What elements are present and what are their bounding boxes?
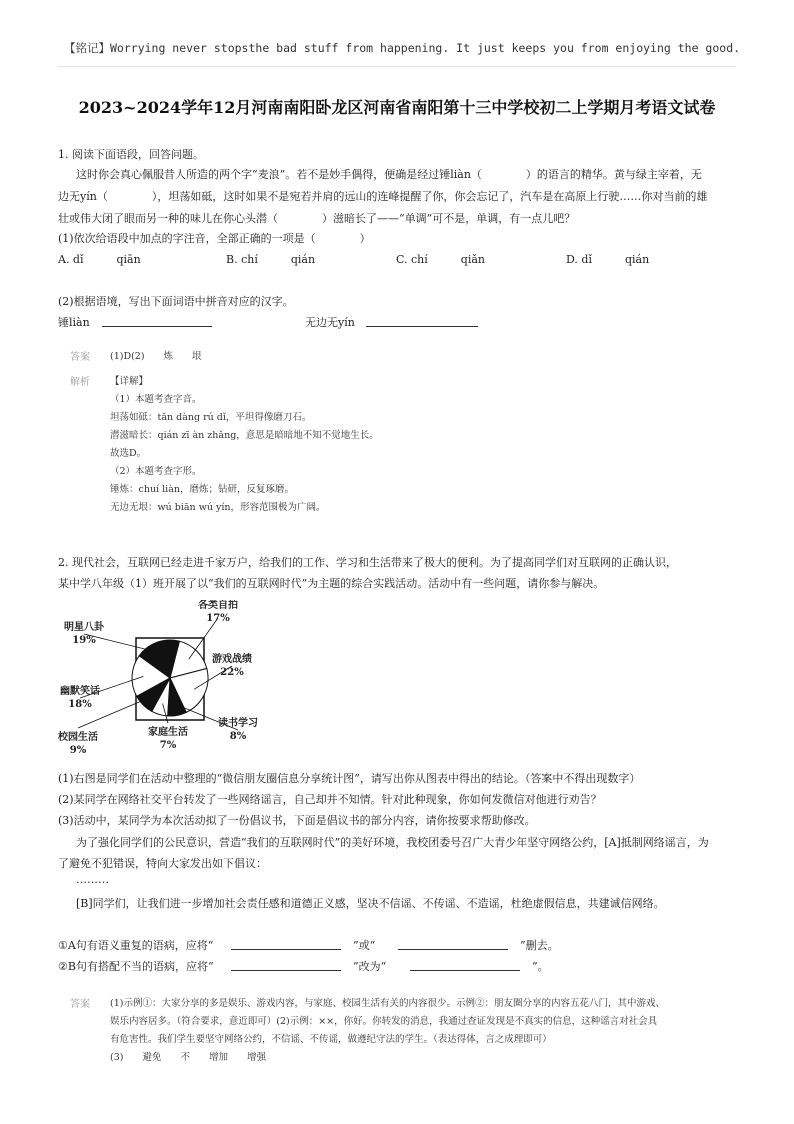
pie-category-label: 幽默笑话 [60,686,100,697]
q2-correction-2-suffix: ”。 [532,960,549,973]
pie-category-label: 明星八卦 [64,622,104,633]
q2-paragraph-line: 了避免不犯错误，特向大家发出如下倡议： [58,857,267,870]
pie-value-label: 9% [69,745,87,756]
q1-paragraph-line: 这时你会真心佩服昔人所造的两个字“麦浪”。若不是妙手偶得，便确是经过锤liàn（ ）的语言的精华。黄与绿主宰着，无 [76,168,702,181]
pie-value-label: 18% [68,699,92,710]
pie-value-label: 22% [220,667,244,678]
q1-paragraph-line: 壮或伟大闭了眼而另一种的味儿在你心头潜（ ）滋暗长了——“单调”可不是，单调，有一点儿吧？ [58,212,576,225]
q2-correction-2-blank-a[interactable] [231,970,341,971]
q1-fill-label-2: 无边无yín [305,316,355,329]
q1-fill-label-1: 锤liàn [58,316,90,329]
q2-correction-1-prefix: ①A句有语义重复的语病，应将“ [58,939,214,952]
q1-analysis-line: 【详解】 [110,376,149,387]
q2-sub1: (1)右图是同学们在活动中整理的“微信朋友圈信息分享统计图”，请写出你从图表中得出的结论。（答案中不得出现数字） [58,772,641,785]
q1-analysis-line: （2）本题考查字形。 [110,466,202,477]
q2-correction-2-middle: ”改为“ [353,960,387,973]
pie-category-label: 读书学习 [218,718,258,729]
q1-option-b: B. chí qián [226,253,316,266]
q1-sub2: (2)根据语境，写出下面词语中拼音对应的汉字。 [58,295,294,308]
q2-intro-line: 某中学八年级（1）班开展了以“我们的互联网时代”为主题的综合实践活动。活动中有一些问题，请你参与解决。 [58,577,605,590]
q2-sub3: (3)活动中，某同学为本次活动拟了一份倡议书，下面是倡议书的部分内容，请你按要求帮助修改。 [58,814,536,827]
q2-correction-1-suffix: ”删去。 [520,939,559,952]
pie-value-label: 17% [206,613,230,624]
q1-analysis-label: 解析 [70,377,90,388]
q2-paragraph-line: [B]同学们，让我们进一步增加社会责任感和道德正义感，坚决不信谣、不传谣、不造谣，杜绝虚假信息，共建诚信网络。 [76,897,665,910]
q2-answer-label: 答案 [70,999,90,1010]
q2-correction-2-blank-b[interactable] [410,970,520,971]
page-title: 2023~2024学年12月河南南阳卧龙区河南省南阳第十三中学校初二上学期月考语文试卷 [78,98,716,117]
pie-value-label: 19% [72,635,96,646]
q2-correction-1-middle: ”或“ [353,939,376,952]
q2-sub2: (2)某同学在网络社交平台转发了一些网络谣言，自己却并不知情。针对此种现象，你如何发微信对他进行劝告？ [58,793,602,806]
q2-ellipsis: ……… [76,873,109,886]
q2-correction-1-blank-b[interactable] [398,949,508,950]
divider [58,66,736,67]
q2-answer-line: (1)示例①：大家分享的多是娱乐、游戏内容，与家庭、校园生活有关的内容很少。示例②：朋友圈分享的内容五花八门，其中游戏、 [110,998,665,1009]
q2-paragraph-line: 为了强化同学们的公民意识，营造“我们的互联网时代”的美好环境，我校团委号召广大青少年坚守网络公约，[A]抵制网络谣言，为 [76,836,709,849]
q1-sub1: (1)依次给语段中加点的字注音，全部正确的一项是（ ） [58,232,371,245]
q2-answer-line: 娱乐内容居多。（符合要求，意近即可）(2)示例：××，你好。你转发的消息，我通过查证发现是不真实的信息，这种谣言对社会具 [110,1016,658,1027]
pie-category-label: 家庭生活 [148,727,188,738]
q1-analysis-line: （1）本题考查字音。 [110,394,202,405]
pie-category-label: 游戏战绩 [212,654,252,665]
q1-analysis-line: 锤炼：chuí liàn，磨炼；钻研，反复琢磨。 [110,484,294,495]
q1-option-d: D. dǐ qián [566,253,650,266]
q1-heading: 1. 阅读下面语段，回答问题。 [58,148,204,161]
pie-value-label: 8% [229,731,247,742]
q1-answer-label: 答案 [70,352,90,363]
q1-option-a: A. dǐ qiān [58,253,141,266]
q1-paragraph-line: 边无yín（ ），坦荡如砥，这时如果不是宛若并肩的远山的连峰提醒了你，你会忘记了，汽车是在高原上行驶……你对当前的雄 [58,190,708,203]
q1-analysis-line: 坦荡如砥：tǎn dàng rú dǐ，平坦得像磨刀石。 [110,412,312,423]
pie-value-label: 7% [159,740,177,751]
q1-answer-text: (1)D(2) 炼 垠 [110,351,202,362]
pie-chart [58,600,278,760]
q1-fill-blank-2[interactable] [366,326,478,327]
q2-answer-line: (3) 避免 不 增加 增强 [110,1052,266,1063]
q1-analysis-line: 潜滋暗长：qián zī àn zhǎng，意思是暗暗地不知不觉地生长。 [110,430,379,441]
pie-category-label: 各类自拍 [198,600,238,611]
q1-analysis-line: 故选D。 [110,448,147,459]
pie-category-label: 校园生活 [58,732,98,743]
q1-analysis-line: 无边无垠：wú biān wú yín，形容范围极为广阔。 [110,502,326,513]
q2-correction-2-prefix: ②B句有搭配不当的语病，应将“ [58,960,214,973]
motto-text: 【铭记】Worrying never stopsthe bad stuff from happening. It just keeps you from enjoying the good. [64,41,741,55]
q1-fill-blank-1[interactable] [102,326,212,327]
q2-correction-1-blank-a[interactable] [231,949,341,950]
q2-intro-line: 2. 现代社会，互联网已经走进千家万户，给我们的工作、学习和生活带来了极大的便利。为了提高同学们对互联网的正确认识， [58,556,677,569]
q2-answer-line: 有危害性。我们学生要坚守网络公约，不信谣、不传谣，做遵纪守法的学生。（表达得体，言之成理即可） [110,1034,552,1045]
q1-option-c: C. chí qiǎn [396,253,485,266]
